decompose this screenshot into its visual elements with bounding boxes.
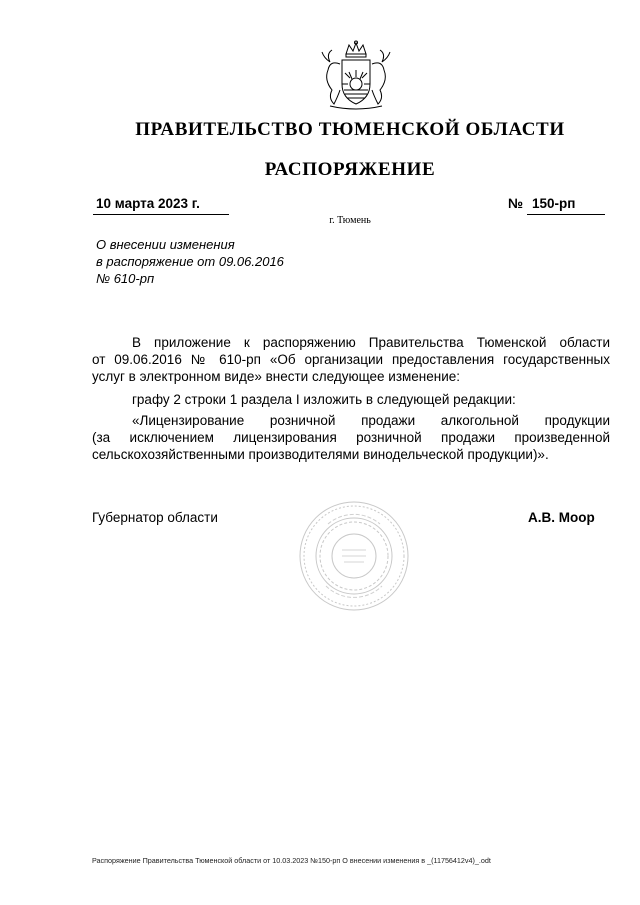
body-paragraph-line: «Лицензирование розничной продажи алкогольной продукции (132, 413, 610, 428)
city: г. Тюмень (329, 215, 371, 226)
document-number: 150-рп (532, 196, 576, 211)
document-date: 10 марта 2023 г. (96, 196, 200, 211)
body-paragraph-line: от 09.06.2016 № 610-рп «Об организации предоставления государственных (92, 352, 610, 367)
signer-name: А.В. Моор (528, 510, 595, 525)
body-paragraph-line: сельскохозяйственными производителями винодельческой продукции)». (92, 447, 549, 462)
body-paragraph-line: услуг в электронном виде» внести следующее изменение: (92, 369, 461, 384)
official-seal-icon (298, 500, 410, 612)
body-paragraph-line: графу 2 строки 1 раздела I изложить в следующей редакции: (132, 392, 516, 407)
number-sign: № (508, 196, 524, 211)
signer-title: Губернатор области (92, 510, 218, 525)
body-paragraph-line: (за исключением лицензирования розничной продажи произведенной (92, 430, 610, 445)
tyumen-coat-of-arms-icon (316, 40, 396, 112)
subject-line: О внесении изменения (96, 237, 235, 252)
footer-filename: Распоряжение Правительства Тюменской области от 10.03.2023 №150-рп О внесении изменения в _(11756412v4)_.odt (92, 856, 491, 865)
subject-line: в распоряжение от 09.06.2016 (96, 254, 284, 269)
subject-line: № 610-рп (96, 271, 155, 286)
body-paragraph-line: В приложение к распоряжению Правительства Тюменской области (132, 335, 610, 350)
document-type: РАСПОРЯЖЕНИЕ (264, 159, 436, 180)
government-title: ПРАВИТЕЛЬСТВО ТЮМЕНСКОЙ ОБЛАСТИ (135, 119, 565, 140)
